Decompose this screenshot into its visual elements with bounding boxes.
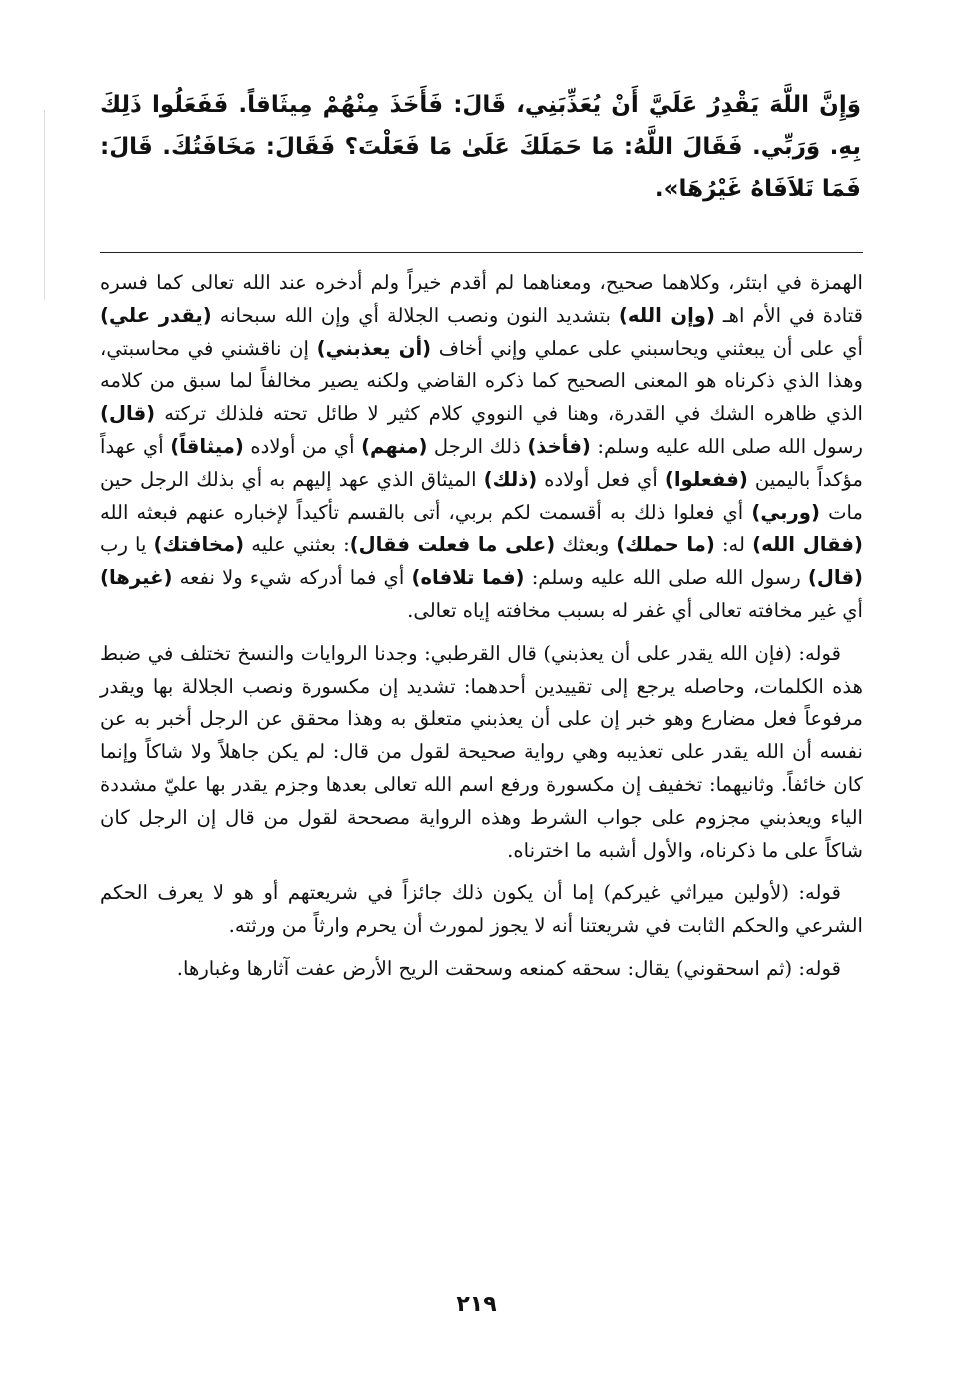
text-run: الميثاق الذي عهد إليهم به أي بذلك الرجل حين مات [100,467,864,524]
commentary-paragraph-1 [100,267,863,628]
quoted-phrase: (مخافتك) [153,533,245,557]
text-run: : بعثني عليه [244,533,350,557]
text-run: وبعثك [555,533,617,557]
quoted-phrase: (ميثاقاً) [170,434,244,458]
quoted-phrase: (وربي) [751,500,820,524]
text-run: يا رب [100,533,154,557]
text-run: أي فعل أولاده [537,467,665,491]
quoted-phrase: (على ما فعلت فقال) [349,533,556,557]
quoted-phrase: (ما حملك) [616,533,715,557]
text-run: أي غير مخافته تعالى أي غفر له بسبب مخافته إياه تعالى. [407,598,863,622]
book-page [100,84,863,996]
quoted-phrase: (وإن الله) [618,303,715,327]
quoted-phrase: (قال) [100,402,156,426]
commentary-paragraph-3: قوله: (لأولين ميراثي غيركم) إما أن يكون ذلك جائزاً في شريعتهم أو هو لا يعرف الحكم الشرعي والحكم الثابت في شريعتنا أنه لا يجوز لمورث أن يحرم وارثاً من ورثته. [100,881,863,938]
commentary-paragraph-2: قوله: (فإن الله يقدر على أن يعذبني) قال القرطبي: وجدنا الروايات والنسخ تختلف في ضبط هذه الكلمات، وحاصله يرجع إلى تقييدين أحدهما: تشديد إن مكسورة ونصب الجلالة بها ويقدر مرفوعاً فعل مضارع وهو خبر إن على أن يعذبني متعلق به وهذا محقق عن الرجل أخبر به عن نفسه أن الله يقدر على تعذيبه وهي رواية صحيحة لقول من قال: لم يكن جاهلاً ولا شاكاً وإنما كان خائفاً. وثانيهما: تخفيف إن مكسورة ورفع اسم الله تعالى بعدها وجزم يقدر بها عليّ مشددة الياء ويعذبني مجزوم على جواب الشرط وهذه الرواية مصححة لقول من قال إن الرجل كان شاكاً على ما ذكرناه، والأول أشبه ما اخترناه. [100,641,863,862]
page-number: ٢١٩ [456,1292,497,1317]
text-run: بتشديد النون ونصب الجلالة أي وإن الله سبحانه [211,303,619,327]
quoted-phrase: (فما تلافاه) [411,566,525,590]
text-run: أي فعلوا ذلك به أقسمت لكم بربي، أتى بالقسم تأكيداً لإخباره عنهم فبعثه الله [100,500,752,524]
text-run: رسول الله صلى الله عليه وسلم: [524,566,808,590]
quoted-phrase: (ذلك) [483,467,538,491]
footnote-separator [100,252,863,253]
scan-margin-mark [44,110,45,300]
quoted-phrase: (غيرها) [100,566,173,590]
text-run: أي فما أدركه شيء ولا نفعه [172,566,412,590]
text-run: رسول الله صلى الله عليه وسلم: [590,434,863,458]
quoted-phrase: (فأخذ) [527,434,591,458]
quoted-phrase: (ففعلوا) [664,467,748,491]
text-run: ذلك الرجل [427,434,528,458]
quoted-phrase: (منهم) [361,434,428,458]
text-run: له: [714,533,753,557]
hadith-text: وَإِنَّ اللَّهَ يَقْدِرُ عَلَيَّ أَنْ يُعَذِّبَنِي، قَالَ: فَأَخَذَ مِنْهُمْ مِيثَاقاً. فَفَعَلُوا ذَلِكَ بِهِ. وَرَبِّي. فَقَالَ اللَّهُ: مَا حَمَلَكَ عَلَىٰ مَا فَعَلْتَ؟ فَقَالَ: مَخَافَتُكَ. قَالَ: فَمَا تَلاَفَاهُ غَيْرُهَا». [100,92,861,202]
text-run: أي عهداً مؤكداً باليمين [100,434,863,491]
text-run: الهمزة في ابتئر، وكلاهما صحيح، ومعناهما لم أقدم خيراً ولم أدخره عند الله تعالى كما فسره قتادة في الأم اهـ [100,271,863,327]
quoted-phrase: (فقال الله) [752,533,863,557]
quoted-phrase: (يقدر علي) [100,303,212,327]
text-run: إن ناقشني في محاسبتي، وهذا الذي ذكرناه هو المعنى الصحيح كما ذكره القاضي ولكنه يصير مخالفاً لما سبق من كلامه الذي ظاهره الشك في القدرة، وهنا في النووي كلام كثير لا طائل تحته فلذلك تركته [100,336,863,426]
quoted-phrase: (قال) [807,566,863,590]
text-run: أي من أولاده [243,434,362,458]
commentary [100,267,863,986]
commentary-paragraph-4: قوله: (ثم اسحقوني) يقال: سحقه كمنعه وسحقت الريح الأرض عفت آثارها وغبارها. [176,956,841,980]
quoted-phrase: (أن يعذبني) [316,336,432,360]
text-run: أي على أن يبعثني ويحاسبني على عملي وإني أخاف [431,336,863,360]
